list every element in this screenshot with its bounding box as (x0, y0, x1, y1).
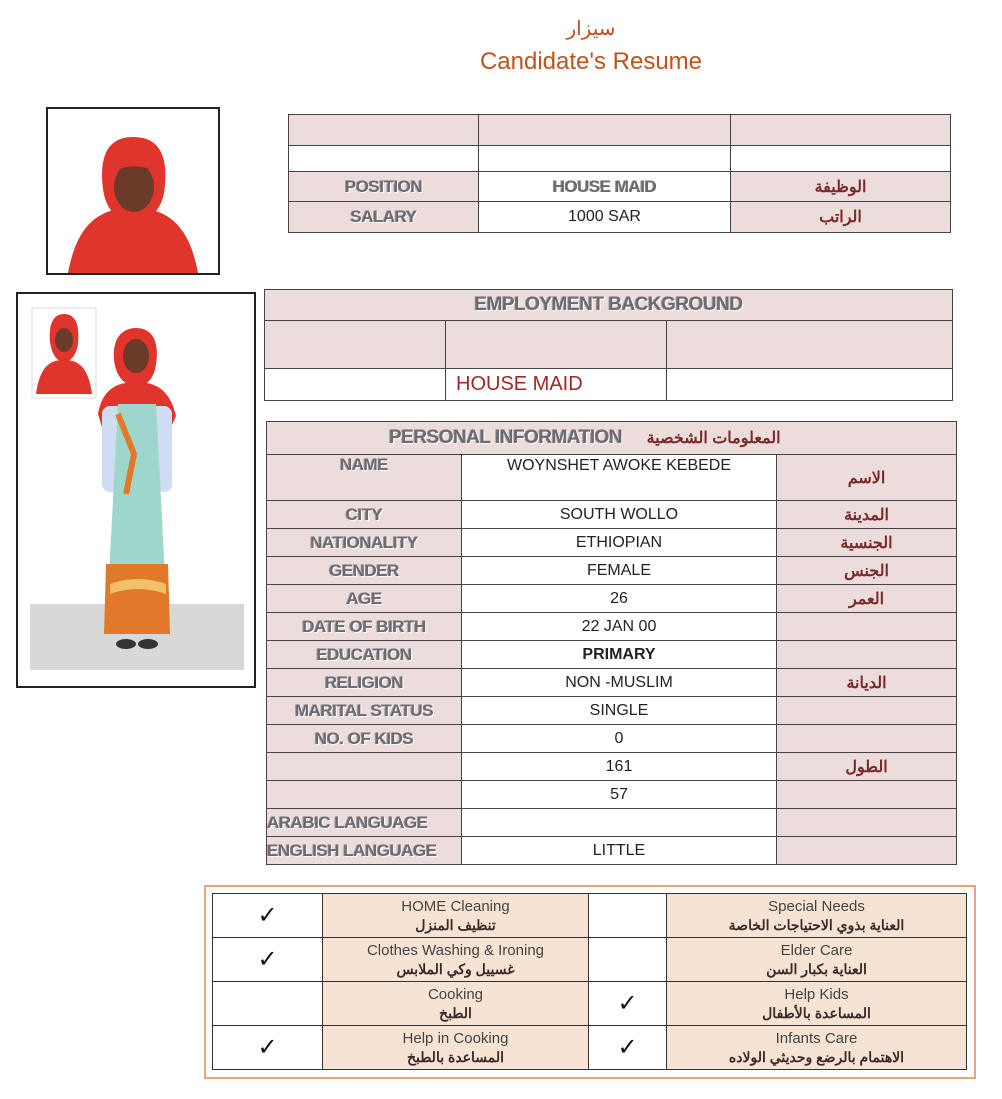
kids-label-ar (777, 725, 957, 753)
arabic-language-label-ar (777, 809, 957, 837)
english-language-value: LITTLE (462, 837, 777, 865)
employment-value: HOUSE MAID (446, 369, 667, 401)
table-cell (289, 146, 479, 172)
arabic-language-value (462, 809, 777, 837)
marital-status-label: MARITAL STATUS (267, 697, 462, 725)
religion-label: RELIGION (267, 669, 462, 697)
dob-value: 22 JAN 00 (462, 613, 777, 641)
skill-check-cooking (213, 982, 323, 1026)
skill-elder-care (667, 938, 967, 982)
skill-check-elder-care (589, 938, 667, 982)
full-body-illustration (18, 294, 254, 686)
skill-check-special-needs (589, 894, 667, 938)
weight-value: 57 (462, 781, 777, 809)
table-cell (479, 146, 731, 172)
skill-special-needs (667, 894, 967, 938)
employment-background-table (264, 289, 953, 401)
skill-ar: تنظيف المنزل (415, 916, 496, 933)
skill-en: Elder Care (780, 941, 853, 959)
position-salary-table (288, 114, 951, 233)
age-label: AGE (267, 585, 462, 613)
nationality-label-ar: الجنسية (777, 529, 957, 557)
table-cell (265, 369, 446, 401)
personal-heading: PERSONAL INFORMATION (389, 427, 623, 448)
position-label-ar: الوظيفة (731, 172, 951, 202)
skill-infants-care (667, 1026, 967, 1070)
table-cell (731, 115, 951, 146)
marital-status-label-ar (777, 697, 957, 725)
weight-label-ar (777, 781, 957, 809)
table-cell (479, 115, 731, 146)
skill-ar: غسييل وكي الملابس (396, 960, 515, 977)
personal-heading-ar: المعلومات الشخصية (646, 430, 781, 447)
name-label: NAME (267, 455, 462, 501)
personal-information-table (266, 421, 957, 865)
city-label-ar: المدينة (777, 501, 957, 529)
nationality-value: ETHIOPIAN (462, 529, 777, 557)
skills-table (212, 893, 967, 1070)
position-value: HOUSE MAID (479, 172, 731, 202)
skills-panel (204, 885, 976, 1079)
skill-check-infants-care: ✓ (589, 1026, 667, 1070)
skill-home-cleaning (323, 894, 589, 938)
skill-clothes-washing (323, 938, 589, 982)
english-language-label: ENGLISH LANGUAGE (267, 837, 462, 865)
education-label: EDUCATION (267, 641, 462, 669)
skill-check-help-kids: ✓ (589, 982, 667, 1026)
table-cell (289, 115, 479, 146)
skill-en: Clothes Washing & Ironing (366, 941, 545, 959)
gender-value: FEMALE (462, 557, 777, 585)
dob-label: DATE OF BIRTH (267, 613, 462, 641)
skill-en: Special Needs (768, 897, 865, 915)
skill-en: Help in Cooking (402, 1029, 509, 1047)
english-language-label-ar (777, 837, 957, 865)
skill-help-kids (667, 982, 967, 1026)
table-cell (667, 321, 953, 369)
skill-ar: الطبخ (439, 1004, 472, 1021)
full-body-photo (16, 292, 256, 688)
height-label-ar: الطول (777, 753, 957, 781)
table-cell (446, 321, 667, 369)
skill-ar: المساعدة بالأطفال (762, 1004, 871, 1021)
personal-heading-cell (267, 422, 957, 455)
table-cell (667, 369, 953, 401)
headshot-photo (46, 107, 220, 275)
skill-en: Infants Care (775, 1029, 858, 1047)
skill-en: Help Kids (784, 985, 849, 1003)
gender-label: GENDER (267, 557, 462, 585)
employment-heading: EMPLOYMENT BACKGROUND (265, 290, 953, 321)
salary-label: SALARY (289, 202, 479, 233)
age-value: 26 (462, 585, 777, 613)
skill-check-clothes-washing: ✓ (213, 938, 323, 982)
table-cell (265, 321, 446, 369)
skill-ar: الاهتمام بالرضع وحديثي الولاده (728, 1048, 905, 1065)
skill-ar: العناية بكبار السن (766, 960, 867, 977)
skill-check-help-in-cooking: ✓ (213, 1026, 323, 1070)
height-label (267, 753, 462, 781)
salary-value: 1000 SAR (479, 202, 731, 233)
city-label: CITY (267, 501, 462, 529)
skill-cooking (323, 982, 589, 1026)
name-value: WOYNSHET AWOKE KEBEDE (462, 455, 777, 501)
headshot-illustration (48, 109, 218, 273)
gender-label-ar: الجنس (777, 557, 957, 585)
skill-ar: العناية بذوي الاحتياجات الخاصة (728, 916, 905, 933)
skill-ar: المساعدة بالطبخ (406, 1048, 505, 1065)
skill-check-home-cleaning: ✓ (213, 894, 323, 938)
position-label: POSITION (289, 172, 479, 202)
age-label-ar: العمر (777, 585, 957, 613)
marital-status-value: SINGLE (462, 697, 777, 725)
kids-value: 0 (462, 725, 777, 753)
skill-help-in-cooking (323, 1026, 589, 1070)
weight-label (267, 781, 462, 809)
name-label-ar: الاسم (777, 455, 957, 501)
table-cell (731, 146, 951, 172)
nationality-label: NATIONALITY (267, 529, 462, 557)
religion-value: NON -MUSLIM (462, 669, 777, 697)
education-value: PRIMARY (462, 641, 777, 669)
dob-label-ar (777, 613, 957, 641)
arabic-language-label: ARABIC LANGUAGE (267, 809, 462, 837)
brand-logo: سيزار (566, 16, 616, 40)
city-value: SOUTH WOLLO (462, 501, 777, 529)
kids-label: NO. OF KIDS (267, 725, 462, 753)
salary-label-ar: الراتب (731, 202, 951, 233)
skill-en: HOME Cleaning (401, 897, 510, 915)
height-value: 161 (462, 753, 777, 781)
religion-label-ar: الديانة (777, 669, 957, 697)
education-label-ar (777, 641, 957, 669)
skill-en: Cooking (427, 985, 484, 1003)
page-title: Candidate's Resume (479, 48, 703, 75)
